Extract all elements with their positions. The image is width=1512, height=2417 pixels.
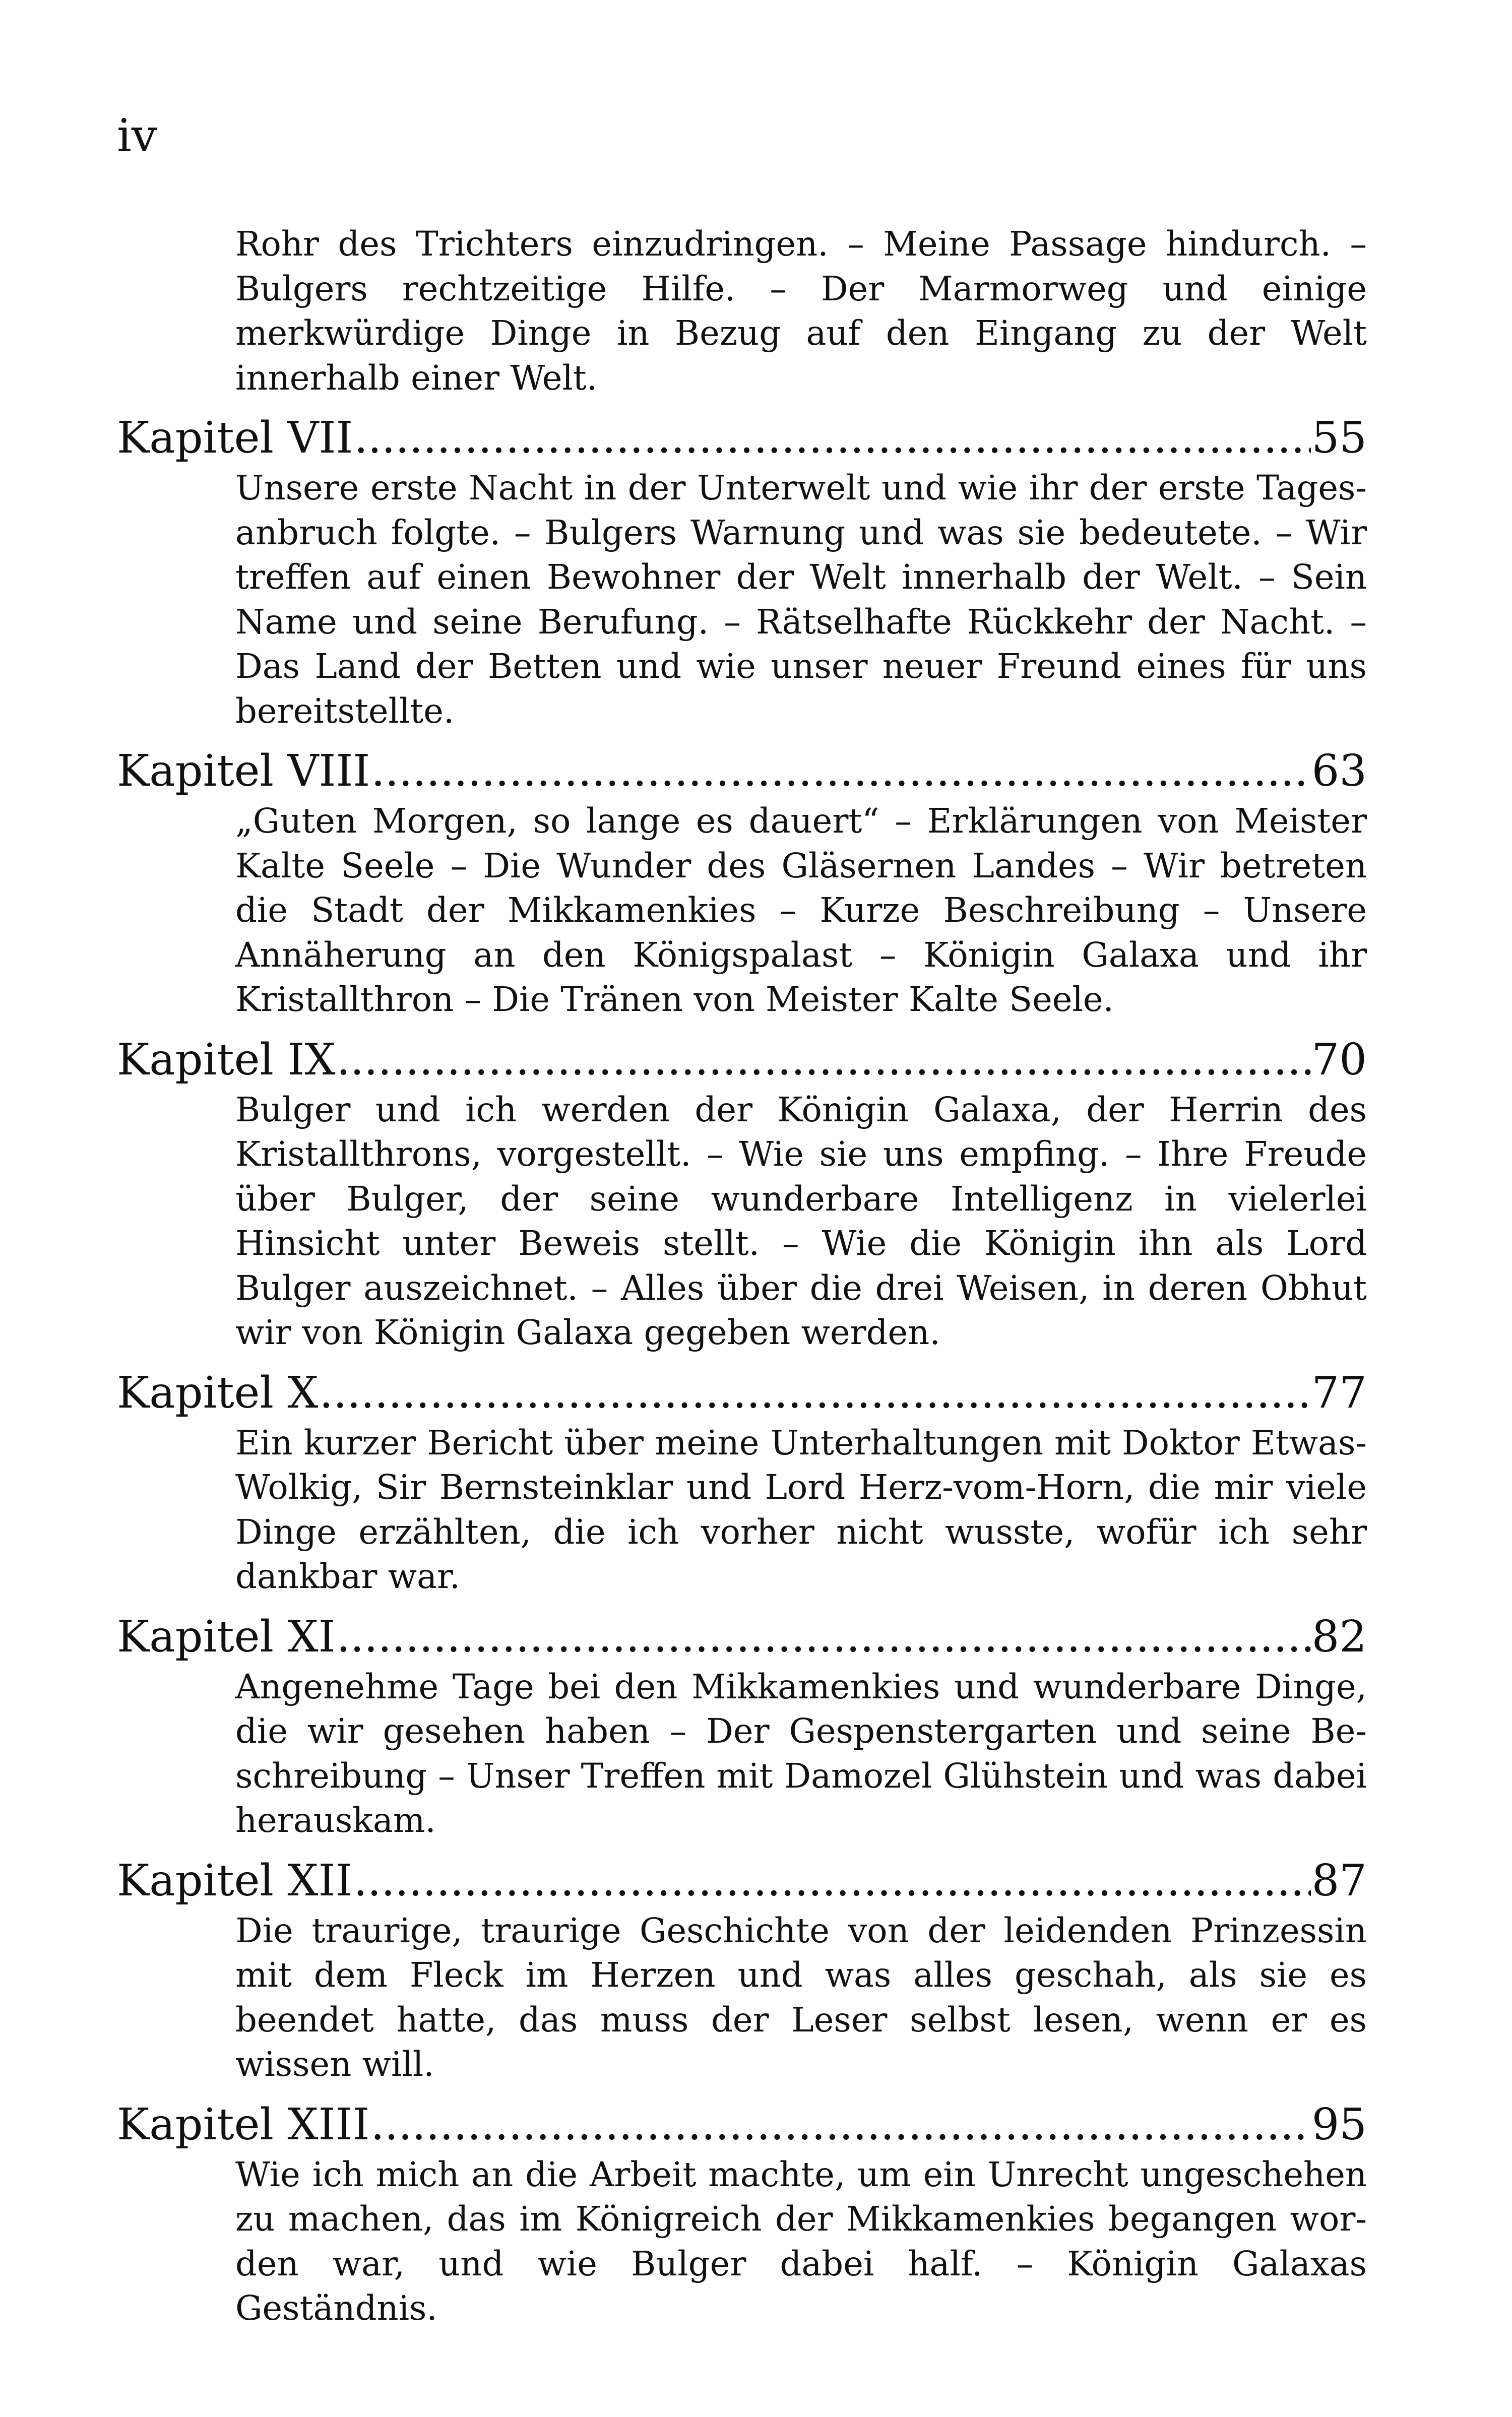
chapter-summary: Die traurige, traurige Geschichte von der leidenden Prinzessin mit dem Fleck im Herzen und was alles geschah, als sie es beendet hatte, das muss der Leser selbst lesen, wenn er es wissen will. <box>235 1911 1367 2084</box>
chapter-summary: Unsere erste Nacht in der Unterwelt und wie ihr der erste Tagesanbruch folgte. – Bulgers Warnung und was sie bedeutete. – Wir treffen auf einen Bewohner der Welt innerhalb der Welt. – Sein Name und seine Berufung. – Rätselhafte Rückkehr der Nacht. – Das Land der Betten und wie unser neuer Freund eines für uns bereitstellte. <box>235 468 1367 731</box>
chapter-page-number: 87 <box>1311 1855 1367 1906</box>
chapter-summary: Wie ich mich an die Arbeit machte, um ein Unrecht ungeschehen zu machen, das im Königreich der Mikkamenkies begangen worden war, und wie Bulger dabei half. – Königin Galaxas Geständnis. <box>235 2154 1367 2328</box>
chapter-page-number: 82 <box>1311 1611 1367 1662</box>
chapter-page-number: 55 <box>1311 413 1367 463</box>
chapter-summary: Ein kurzer Bericht über meine Unterhaltungen mit Doktor Etwas-Wolkig, Sir Bernsteinklar und Lord Herz-vom-Horn, die mir viele Dinge erzählten, die ich vorher nicht wusste, wofür ich sehr dankbar war. <box>235 1423 1367 1596</box>
dot-leader <box>354 1853 1311 1909</box>
chapter-heading <box>117 1032 1367 1088</box>
chapter-heading <box>117 410 1367 466</box>
chapter-title: Kapitel XI <box>117 1611 336 1662</box>
chapter-page-number: 63 <box>1311 746 1367 796</box>
dot-leader <box>354 410 1310 466</box>
chapter-title: Kapitel IX <box>117 1034 336 1085</box>
dot-leader <box>337 1609 1311 1665</box>
toc-entry <box>117 410 1367 733</box>
chapter-title: Kapitel XIII <box>117 2099 370 2150</box>
chapter-summary: Bulger und ich werden der Königin Galaxa, der Herrin des Kristallthrons, vorgestellt. – Wie sie uns empfing. – Ihre Freude über Bulger, der seine wunderbare Intelligenz in vielerlei Hinsicht unter Beweis stellt. – Wie die Königin ihn als Lord Bulger auszeichnet. – Alles über die drei Weisen, in deren Obhut wir von Königin Galaxa gegeben werden. <box>235 1090 1367 1352</box>
chapter-page-number: 77 <box>1311 1367 1367 1418</box>
toc-entry <box>117 1853 1367 2087</box>
chapter-title: Kapitel X <box>117 1367 319 1418</box>
chapter-page-number: 95 <box>1311 2099 1367 2150</box>
chapter-heading <box>117 1853 1367 1909</box>
chapter-heading <box>117 2097 1367 2152</box>
chapter-title: Kapitel XII <box>117 1855 353 1906</box>
toc-entry <box>117 743 1367 1022</box>
toc-entry <box>117 1365 1367 1599</box>
chapter-page-number: 70 <box>1311 1034 1367 1085</box>
chapter-heading <box>117 1365 1367 1421</box>
chapter-summary: Angenehme Tage bei den Mikkamenkies und wunderbare Dinge, die wir gesehen haben – Der Gespenstergarten und seine Beschreibung – Unser Treffen mit Damozel Glühstein und was dabei herauskam. <box>235 1667 1367 1840</box>
toc-entry <box>117 1032 1367 1355</box>
dot-leader <box>371 2097 1311 2152</box>
chapter-heading <box>117 1609 1367 1665</box>
dot-leader <box>371 743 1310 799</box>
chapter-summary: „Guten Morgen, so lange es dauert“ – Erklärungen von Meister Kalte Seele – Die Wunder des Gläsernen Landes – Wir betreten die Stadt der Mikkamenkies – Kurze Beschreibung – Unsere Annäherung an den Königspalast – Königin Galaxa und ihr Kristallthron – Die Tränen von Meister Kalte Seele. <box>235 801 1367 1019</box>
chapter-title: Kapitel VIII <box>117 746 370 796</box>
chapter-title: Kapitel VII <box>117 413 353 463</box>
dot-leader <box>337 1032 1311 1088</box>
page-number: iv <box>117 109 157 162</box>
toc-entry <box>117 1609 1367 1843</box>
table-of-contents <box>117 222 1367 2331</box>
toc-entry <box>117 2097 1367 2331</box>
chapter-heading <box>117 743 1367 799</box>
dot-leader <box>320 1365 1311 1421</box>
continued-chapter-summary: Rohr des Trichters einzudringen. – Meine Passage hindurch. – Bulgers rechtzeitige Hilfe. – Der Marmorweg und einige merkwürdige Dinge in Bezug auf den Eingang zu der Welt innerhalb einer Welt. <box>235 224 1367 398</box>
